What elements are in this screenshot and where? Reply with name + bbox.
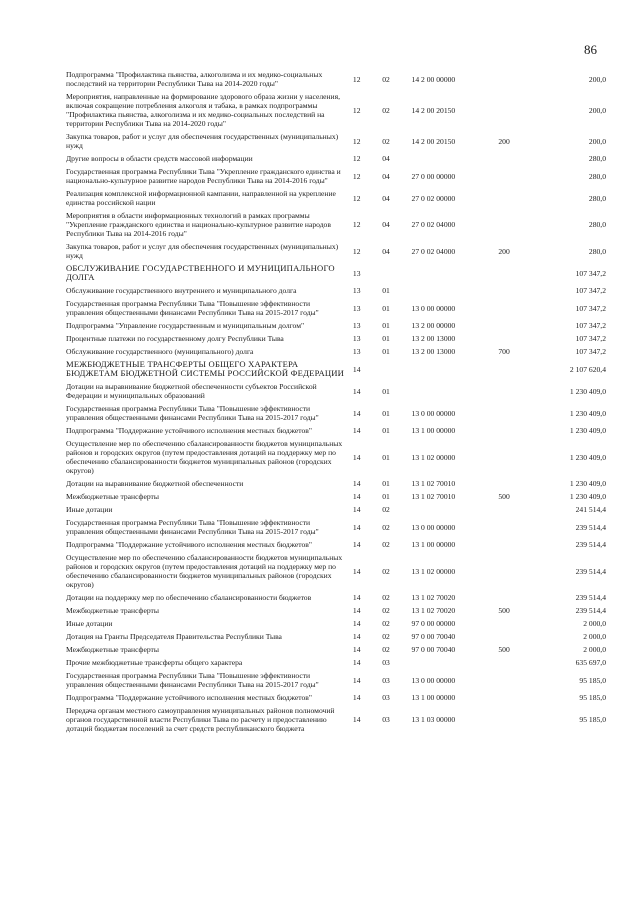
row-expense-type: 500 xyxy=(498,645,510,654)
row-name: Государственная программа Республики Тыва "Повышение эффективности управления общественными финансами Республики Тыва на 2015-2017 годы" xyxy=(66,671,319,689)
table-row xyxy=(64,437,608,477)
row-expense-type xyxy=(483,209,526,240)
row-section-code: 13 xyxy=(352,303,361,313)
row-subsection-code: 02 xyxy=(382,540,390,549)
row-target-article xyxy=(410,656,483,669)
row-section-code: 13 xyxy=(352,334,361,343)
page-number: 86 xyxy=(584,42,597,57)
row-amount: 95 185,0 xyxy=(579,675,606,685)
table-row xyxy=(64,380,608,402)
table-row xyxy=(64,630,608,643)
row-subsection-code: 01 xyxy=(382,321,390,330)
row-target-article: 27 0 02 00000 xyxy=(411,193,456,203)
row-name: Подпрограмма "Поддержание устойчивого исполнения местных бюджетов" xyxy=(66,540,312,549)
row-target-article: 13 0 00 00000 xyxy=(411,408,456,418)
row-target-article xyxy=(410,380,483,402)
row-subsection-code: 04 xyxy=(382,246,390,256)
row-target-article: 97 0 00 70040 xyxy=(411,645,456,654)
table-row xyxy=(64,669,608,691)
row-target-article: 14 2 00 00000 xyxy=(411,74,456,84)
row-amount: 280,0 xyxy=(588,171,606,181)
table-row xyxy=(64,503,608,516)
row-expense-type xyxy=(483,551,526,591)
row-expense-type xyxy=(483,591,526,604)
row-name: Иные дотации xyxy=(66,619,113,628)
row-target-article: 14 2 00 20150 xyxy=(411,105,456,115)
row-target-article: 13 1 02 70020 xyxy=(411,593,456,602)
row-name: Мероприятия в области информационных технологий в рамках программы "Укрепление гражданского единства и национально-культурное развитие народов Республики Тыва на 2014-2016 годы" xyxy=(66,211,331,238)
row-expense-type: 700 xyxy=(498,347,510,356)
table-row xyxy=(64,187,608,209)
table-row xyxy=(64,209,608,240)
row-target-article: 13 1 02 00000 xyxy=(411,566,456,576)
budget-table-body xyxy=(64,68,608,735)
row-amount: 95 185,0 xyxy=(579,715,606,724)
row-name: Прочие межбюджетные трансферты общего характера xyxy=(66,658,243,667)
table-row xyxy=(64,490,608,503)
table-row xyxy=(64,691,608,704)
row-name: Процентные платежи по государственному долгу Республики Тыва xyxy=(66,334,284,343)
row-expense-type: 200 xyxy=(498,136,510,146)
row-section-code: 12 xyxy=(352,171,361,181)
row-expense-type xyxy=(483,358,526,380)
row-section-code: 12 xyxy=(352,246,361,256)
row-section-code: 13 xyxy=(352,286,361,295)
row-expense-type: 500 xyxy=(498,492,510,501)
row-section-code: 14 xyxy=(352,675,361,685)
row-target-article xyxy=(410,503,483,516)
row-section-code: 12 xyxy=(352,193,361,203)
row-amount: 107 347,2 xyxy=(575,303,606,313)
row-name: Закупка товаров, работ и услуг для обеспечения государственных (муниципальных) нужд xyxy=(66,132,339,150)
row-section-code: 12 xyxy=(352,154,361,163)
row-section-code: 14 xyxy=(352,619,361,628)
table-row xyxy=(64,704,608,735)
row-target-article: 13 1 00 00000 xyxy=(411,426,456,435)
row-amount: 280,0 xyxy=(588,246,606,256)
row-subsection-code: 02 xyxy=(382,593,390,602)
row-expense-type xyxy=(483,503,526,516)
row-subsection-code: 01 xyxy=(382,386,390,396)
row-section-code: 14 xyxy=(352,715,361,724)
row-subsection-code: 03 xyxy=(382,675,390,685)
row-target-article xyxy=(410,358,483,380)
row-subsection-code: 02 xyxy=(382,619,390,628)
row-name: Закупка товаров, работ и услуг для обеспечения государственных (муниципальных) нужд xyxy=(66,242,339,260)
row-amount: 95 185,0 xyxy=(579,693,606,702)
row-amount: 107 347,2 xyxy=(575,286,606,295)
row-name: Дотации на поддержку мер по обеспечению сбалансированности бюджетов xyxy=(66,593,312,602)
row-amount: 1 230 409,0 xyxy=(569,386,606,396)
row-section-code: 13 xyxy=(352,268,361,278)
row-name: Государственная программа Республики Тыва "Повышение эффективности управления общественными финансами Республики Тыва на 2015-2017 годы" xyxy=(66,404,319,422)
table-row xyxy=(64,297,608,319)
row-name: Подпрограмма "Профилактика пьянства, алкоголизма и их медико-социальных последствий на территории Республики Тыва на 2014-2020 годы" xyxy=(66,70,323,88)
row-target-article: 13 0 00 00000 xyxy=(411,522,456,532)
row-target-article: 13 1 03 00000 xyxy=(411,715,456,724)
row-name: Государственная программа Республики Тыва "Повышение эффективности управления общественными финансами Республики Тыва на 2015-2017 годы" xyxy=(66,299,319,317)
table-row xyxy=(64,240,608,262)
row-target-article: 13 1 00 00000 xyxy=(411,693,456,702)
row-amount: 635 697,0 xyxy=(575,658,606,667)
row-amount: 2 000,0 xyxy=(583,645,606,654)
row-name: Государственная программа Республики Тыва "Укрепление гражданского единства и национально-культурное развитие народов Республики Тыва на 2014-2016 годы" xyxy=(66,167,341,185)
row-amount: 1 230 409,0 xyxy=(569,479,606,488)
row-amount: 200,0 xyxy=(588,74,606,84)
row-amount: 280,0 xyxy=(588,154,606,163)
row-amount: 241 514,4 xyxy=(575,505,606,514)
row-expense-type xyxy=(483,656,526,669)
row-name: Осуществление мер по обеспечению сбалансированности бюджетов муниципальных районов и городских округов (путем предоставления дотаций на поддержку мер по обеспечению сбалансированности бюджетов муниципальных районов (городских округов) xyxy=(66,553,343,589)
row-section-code: 14 xyxy=(352,505,361,514)
row-amount: 1 230 409,0 xyxy=(569,452,606,462)
row-amount: 200,0 xyxy=(588,136,606,146)
row-target-article: 13 1 02 70020 xyxy=(411,606,456,615)
row-name: МЕЖБЮДЖЕТНЫЕ ТРАНСФЕРТЫ ОБЩЕГО ХАРАКТЕРА БЮДЖЕТАМ БЮДЖЕТНОЙ СИСТЕМЫ РОССИЙСКОЙ ФЕДЕРАЦИИ xyxy=(66,359,345,378)
row-target-article xyxy=(410,284,483,297)
row-subsection-code: 01 xyxy=(382,452,390,462)
row-amount: 2 000,0 xyxy=(583,619,606,628)
row-name: Иные дотации xyxy=(66,505,113,514)
row-amount: 239 514,4 xyxy=(575,522,606,532)
row-expense-type xyxy=(483,187,526,209)
row-name: Дотации на выравнивание бюджетной обеспеченности xyxy=(66,479,244,488)
row-section-code: 14 xyxy=(352,606,361,615)
row-target-article: 13 2 00 13000 xyxy=(411,347,456,356)
table-row xyxy=(64,591,608,604)
table-row xyxy=(64,284,608,297)
row-subsection-code: 01 xyxy=(382,492,390,501)
row-section-code: 14 xyxy=(352,632,361,641)
row-section-code: 13 xyxy=(352,321,361,330)
row-target-article: 13 1 00 00000 xyxy=(411,540,456,549)
row-name: Межбюджетные трансферты xyxy=(66,645,159,654)
row-section-code: 14 xyxy=(352,566,361,576)
row-expense-type xyxy=(483,617,526,630)
row-section-code: 14 xyxy=(352,540,361,549)
row-amount: 2 107 620,4 xyxy=(569,364,606,374)
row-name: Подпрограмма "Поддержание устойчивого исполнения местных бюджетов" xyxy=(66,426,312,435)
row-target-article: 27 0 02 04000 xyxy=(411,246,456,256)
row-target-article: 13 1 02 00000 xyxy=(411,452,456,462)
row-expense-type: 500 xyxy=(498,606,510,615)
row-amount: 1 230 409,0 xyxy=(569,408,606,418)
row-expense-type xyxy=(483,68,526,90)
row-expense-type xyxy=(483,380,526,402)
row-section-code: 14 xyxy=(352,479,361,488)
row-subsection-code: 02 xyxy=(382,505,390,514)
row-expense-type xyxy=(483,538,526,551)
row-subsection-code: 01 xyxy=(382,479,390,488)
row-subsection-code: 02 xyxy=(382,632,390,641)
row-section-code: 14 xyxy=(352,645,361,654)
row-name: Осуществление мер по обеспечению сбалансированности бюджетов муниципальных районов и городских округов (путем предоставления дотаций на поддержку мер по обеспечению сбалансированности бюджетов муниципальных районов (городских округов) xyxy=(66,439,343,475)
row-subsection-code: 02 xyxy=(382,105,390,115)
row-name: Дотация на Гранты Председателя Правительства Республики Тыва xyxy=(66,632,282,641)
row-name: Мероприятия, направленные на формирование здорового образа жизни у населения, включая сокращение потребления алкоголя и табака, в рамках подпрограммы "Профилактика пьянства, алкоголизма и их медико-социальных последствий на территории Республики Тыва на 2014-2020 годы" xyxy=(66,92,341,128)
row-name: Другие вопросы в области средств массовой информации xyxy=(66,154,253,163)
row-expense-type xyxy=(483,165,526,187)
row-subsection-code: 01 xyxy=(382,347,390,356)
row-section-code: 14 xyxy=(352,426,361,435)
row-target-article: 27 0 02 04000 xyxy=(411,220,456,229)
row-subsection-code: 02 xyxy=(382,645,390,654)
row-section-code: 14 xyxy=(352,386,361,396)
row-target-article: 97 0 00 00000 xyxy=(411,619,456,628)
row-name: Реализация комплексной информационной кампании, направленной на укрепление единства российской нации xyxy=(66,189,336,207)
row-target-article: 13 1 02 70010 xyxy=(411,492,456,501)
table-row xyxy=(64,551,608,591)
row-expense-type xyxy=(483,90,526,130)
row-section-code: 14 xyxy=(352,658,361,667)
row-expense-type xyxy=(483,284,526,297)
row-amount: 200,0 xyxy=(588,105,606,115)
row-section-code: 14 xyxy=(352,364,361,374)
row-name: Подпрограмма "Поддержание устойчивого исполнения местных бюджетов" xyxy=(66,693,312,702)
row-section-code: 12 xyxy=(352,136,361,146)
row-target-article: 13 1 02 70010 xyxy=(411,479,456,488)
table-row xyxy=(64,152,608,165)
row-subsection-code: 01 xyxy=(382,286,390,295)
table-row xyxy=(64,538,608,551)
row-subsection-code: 03 xyxy=(382,693,390,702)
row-amount: 280,0 xyxy=(588,220,606,229)
row-section-code: 14 xyxy=(352,522,361,532)
row-section-code: 12 xyxy=(352,74,361,84)
row-subsection-code: 02 xyxy=(382,606,390,615)
row-expense-type xyxy=(483,669,526,691)
row-section-code: 12 xyxy=(352,105,361,115)
row-subsection-code: 01 xyxy=(382,426,390,435)
row-expense-type xyxy=(483,704,526,735)
row-name: Межбюджетные трансферты xyxy=(66,606,159,615)
row-section-code: 12 xyxy=(352,220,361,229)
table-row xyxy=(64,68,608,90)
row-amount: 1 230 409,0 xyxy=(569,426,606,435)
row-expense-type xyxy=(483,691,526,704)
row-name: ОБСЛУЖИВАНИЕ ГОСУДАРСТВЕННОГО И МУНИЦИПАЛЬНОГО ДОЛГА xyxy=(66,263,335,282)
row-amount: 1 230 409,0 xyxy=(569,492,606,501)
row-section-code: 14 xyxy=(352,593,361,602)
row-section-code: 14 xyxy=(352,452,361,462)
table-row xyxy=(64,656,608,669)
row-subsection-code xyxy=(380,262,409,284)
row-target-article: 97 0 00 70040 xyxy=(411,632,456,641)
table-row xyxy=(64,332,608,345)
row-subsection-code: 02 xyxy=(382,74,390,84)
row-target-article xyxy=(410,262,483,284)
table-section-row xyxy=(64,358,608,380)
row-subsection-code: 01 xyxy=(382,303,390,313)
row-amount: 239 514,4 xyxy=(575,540,606,549)
row-subsection-code: 03 xyxy=(382,658,390,667)
table-row xyxy=(64,345,608,358)
table-row xyxy=(64,516,608,538)
row-section-code: 14 xyxy=(352,693,361,702)
row-name: Межбюджетные трансферты xyxy=(66,492,159,501)
row-target-article: 13 0 00 00000 xyxy=(411,303,456,313)
row-amount: 239 514,4 xyxy=(575,606,606,615)
row-target-article: 13 2 00 00000 xyxy=(411,321,456,330)
row-expense-type xyxy=(483,297,526,319)
row-section-code: 13 xyxy=(352,347,361,356)
row-target-article: 13 2 00 13000 xyxy=(411,334,456,343)
row-expense-type xyxy=(483,152,526,165)
table-row xyxy=(64,643,608,656)
row-expense-type xyxy=(483,477,526,490)
table-row xyxy=(64,90,608,130)
row-amount: 107 347,2 xyxy=(575,321,606,330)
row-name: Дотации на выравнивание бюджетной обеспеченности субъектов Российской Федерации и муниципальных образований xyxy=(66,382,317,400)
table-row xyxy=(64,319,608,332)
table-row xyxy=(64,604,608,617)
row-subsection-code: 04 xyxy=(382,154,390,163)
row-section-code: 14 xyxy=(352,408,361,418)
row-amount: 107 347,2 xyxy=(575,268,606,278)
row-target-article xyxy=(410,152,483,165)
row-name: Обслуживание государственного внутреннего и муниципального долга xyxy=(66,286,297,295)
row-amount: 280,0 xyxy=(588,193,606,203)
row-target-article: 14 2 00 20150 xyxy=(411,136,456,146)
row-name: Подпрограмма "Управление государственным и муниципальным долгом" xyxy=(66,321,305,330)
row-subsection-code xyxy=(380,358,409,380)
budget-table xyxy=(64,68,608,735)
row-expense-type: 200 xyxy=(498,246,510,256)
row-subsection-code: 02 xyxy=(382,522,390,532)
row-amount: 107 347,2 xyxy=(575,334,606,343)
row-target-article: 27 0 00 00000 xyxy=(411,171,456,181)
row-expense-type xyxy=(483,262,526,284)
row-amount: 239 514,4 xyxy=(575,566,606,576)
row-expense-type xyxy=(483,424,526,437)
row-subsection-code: 04 xyxy=(382,193,390,203)
table-section-row xyxy=(64,262,608,284)
row-subsection-code: 02 xyxy=(382,136,390,146)
row-name: Государственная программа Республики Тыва "Повышение эффективности управления общественными финансами Республики Тыва на 2015-2017 годы" xyxy=(66,518,319,536)
row-subsection-code: 02 xyxy=(382,566,390,576)
row-expense-type xyxy=(483,516,526,538)
table-row xyxy=(64,402,608,424)
row-expense-type xyxy=(483,402,526,424)
row-amount: 107 347,2 xyxy=(575,347,606,356)
row-amount: 2 000,0 xyxy=(583,632,606,641)
row-subsection-code: 04 xyxy=(382,171,390,181)
row-section-code: 14 xyxy=(352,492,361,501)
row-subsection-code: 04 xyxy=(382,220,390,229)
table-row xyxy=(64,477,608,490)
table-row xyxy=(64,165,608,187)
row-expense-type xyxy=(483,437,526,477)
row-subsection-code: 01 xyxy=(382,334,390,343)
row-expense-type xyxy=(483,332,526,345)
table-row xyxy=(64,424,608,437)
table-row xyxy=(64,617,608,630)
row-name: Передача органам местного самоуправления муниципальных районов полномочий органов государственной власти Республики Тыва по расчету и предоставлению дотаций бюджетам поселений за счет средств республиканского бюджета xyxy=(66,706,335,733)
table-row xyxy=(64,130,608,152)
row-expense-type xyxy=(483,630,526,643)
row-subsection-code: 03 xyxy=(382,715,390,724)
row-target-article: 13 0 00 00000 xyxy=(411,675,456,685)
row-name: Обслуживание государственного (муниципального) долга xyxy=(66,347,254,356)
row-expense-type xyxy=(483,319,526,332)
row-subsection-code: 01 xyxy=(382,408,390,418)
row-amount: 239 514,4 xyxy=(575,593,606,602)
